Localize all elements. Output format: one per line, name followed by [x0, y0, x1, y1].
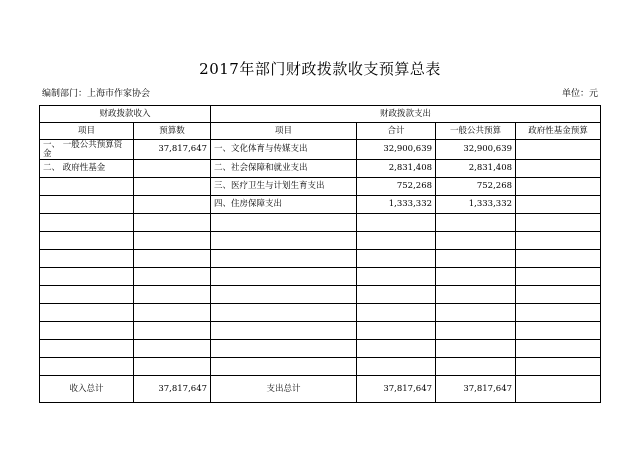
general-budget-cell [436, 268, 516, 286]
total-cell [357, 304, 436, 322]
expense-item-cell: 一、文化体育与传媒支出 [211, 140, 357, 160]
income-item-cell [40, 196, 134, 214]
page-title: 2017年部门财政拨款收支预算总表 [199, 60, 441, 78]
fund-budget-header: 政府性基金预算 [516, 123, 601, 140]
total-cell [357, 214, 436, 232]
general-budget-header: 一般公共预算 [436, 123, 516, 140]
income-value-cell [134, 322, 211, 340]
total-cell: 752,268 [357, 178, 436, 196]
fund-budget-cell [516, 286, 601, 304]
general-total-value: 37,817,647 [436, 376, 516, 403]
total-cell [357, 232, 436, 250]
income-item-cell [40, 268, 134, 286]
income-total-label: 收入总计 [40, 376, 134, 403]
total-header: 合计 [357, 123, 436, 140]
income-item-cell: 一、 一般公共预算资金 [40, 140, 134, 160]
totals-row [40, 376, 601, 403]
total-cell [357, 322, 436, 340]
expense-total-label: 支出总计 [211, 376, 357, 403]
income-value-cell [134, 178, 211, 196]
income-value-cell [134, 340, 211, 358]
fund-budget-cell [516, 322, 601, 340]
table-row [40, 178, 601, 196]
total-cell: 32,900,639 [357, 140, 436, 160]
expense-item-cell [211, 232, 357, 250]
income-value-cell [134, 160, 211, 178]
table-row [40, 140, 601, 160]
group-header-row [40, 106, 601, 123]
table-row [40, 304, 601, 322]
income-item-cell [40, 340, 134, 358]
table-row [40, 286, 601, 304]
budget-table [39, 105, 601, 403]
table-row [40, 232, 601, 250]
expense-item-header: 项目 [211, 123, 357, 140]
general-budget-cell [436, 286, 516, 304]
income-value-cell [134, 232, 211, 250]
income-item-cell [40, 178, 134, 196]
total-cell: 1,333,332 [357, 196, 436, 214]
general-budget-cell: 752,268 [436, 178, 516, 196]
expense-item-cell [211, 340, 357, 358]
expense-item-cell [211, 322, 357, 340]
fund-budget-cell [516, 196, 601, 214]
income-value-cell [134, 250, 211, 268]
fund-budget-cell [516, 268, 601, 286]
income-item-cell [40, 214, 134, 232]
fund-total-value [516, 376, 601, 403]
table-row [40, 214, 601, 232]
income-value-cell: 37,817,647 [134, 140, 211, 160]
total-cell: 2,831,408 [357, 160, 436, 178]
income-budget-header: 预算数 [134, 123, 211, 140]
table-row [40, 322, 601, 340]
fund-budget-cell [516, 250, 601, 268]
currency-unit: 单位：元 [561, 89, 598, 99]
expense-item-cell [211, 358, 357, 376]
total-cell [357, 250, 436, 268]
table-row [40, 358, 601, 376]
table-row [40, 250, 601, 268]
total-cell [357, 268, 436, 286]
income-item-cell: 二、 政府性基金 [40, 160, 134, 178]
income-value-cell [134, 304, 211, 322]
expense-item-cell [211, 214, 357, 232]
expense-item-cell: 四、住房保障支出 [211, 196, 357, 214]
general-budget-cell [436, 322, 516, 340]
income-item-header: 项目 [40, 123, 134, 140]
income-item-cell [40, 232, 134, 250]
fund-budget-cell [516, 358, 601, 376]
total-cell [357, 340, 436, 358]
table-row [40, 340, 601, 358]
income-total-value: 37,817,647 [134, 376, 211, 403]
table-row [40, 196, 601, 214]
expense-item-cell: 三、医疗卫生与计划生育支出 [211, 178, 357, 196]
general-budget-cell [436, 358, 516, 376]
income-group-header: 财政拨款收入 [40, 106, 211, 123]
table-row [40, 160, 601, 178]
fund-budget-cell [516, 160, 601, 178]
income-value-cell [134, 196, 211, 214]
general-budget-cell: 1,333,332 [436, 196, 516, 214]
income-item-cell [40, 322, 134, 340]
general-budget-cell [436, 250, 516, 268]
fund-budget-cell [516, 232, 601, 250]
income-value-cell [134, 358, 211, 376]
general-budget-cell [436, 304, 516, 322]
compiling-unit: 编制部门：上海市作家协会 [42, 89, 151, 99]
income-item-cell [40, 304, 134, 322]
income-item-cell [40, 286, 134, 304]
expense-item-cell [211, 268, 357, 286]
income-value-cell [134, 214, 211, 232]
fund-budget-cell [516, 214, 601, 232]
expense-item-cell: 二、社会保障和就业支出 [211, 160, 357, 178]
fund-budget-cell [516, 340, 601, 358]
total-cell [357, 358, 436, 376]
expense-total-value: 37,817,647 [357, 376, 436, 403]
table-row [40, 268, 601, 286]
general-budget-cell: 32,900,639 [436, 140, 516, 160]
income-item-cell [40, 250, 134, 268]
total-cell [357, 286, 436, 304]
general-budget-cell [436, 214, 516, 232]
fund-budget-cell [516, 304, 601, 322]
income-item-cell [40, 358, 134, 376]
expense-item-cell [211, 286, 357, 304]
general-budget-cell: 2,831,408 [436, 160, 516, 178]
general-budget-cell [436, 232, 516, 250]
fund-budget-cell [516, 140, 601, 160]
general-budget-cell [436, 340, 516, 358]
income-value-cell [134, 268, 211, 286]
fund-budget-cell [516, 178, 601, 196]
expense-item-cell [211, 250, 357, 268]
expense-group-header: 财政拨款支出 [211, 106, 601, 123]
column-header-row [40, 123, 601, 140]
income-value-cell [134, 286, 211, 304]
expense-item-cell [211, 304, 357, 322]
